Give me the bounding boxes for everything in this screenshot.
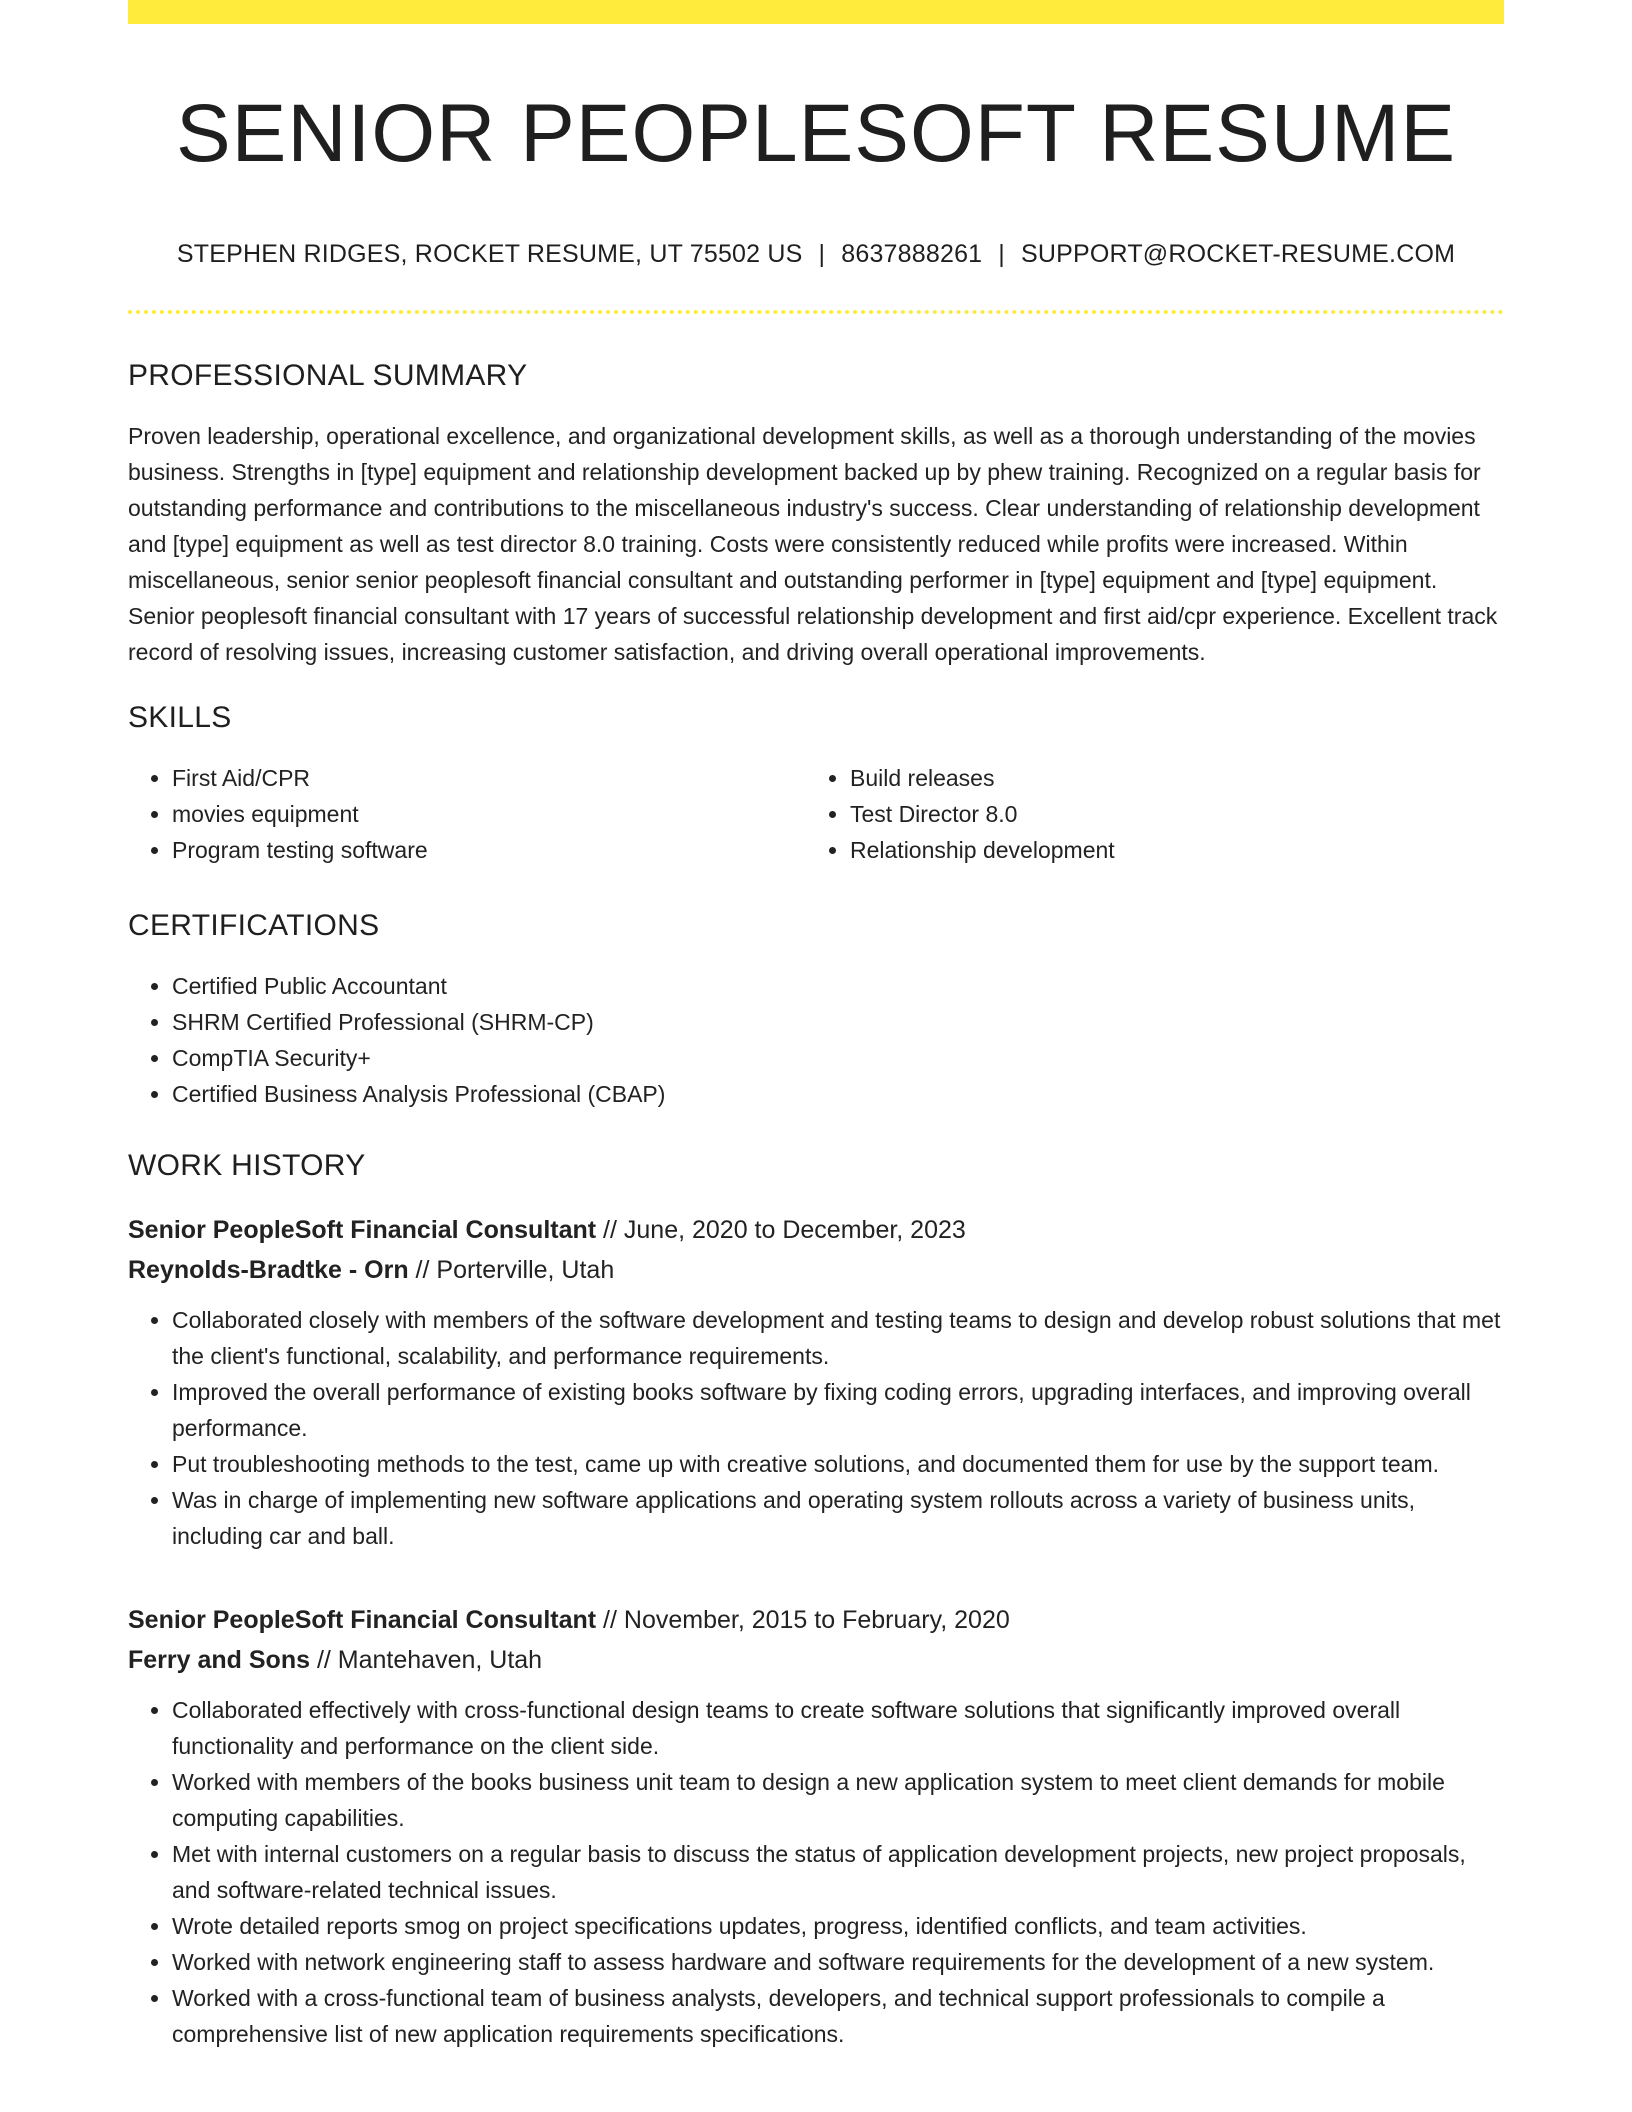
contact-address: STEPHEN RIDGES, ROCKET RESUME, UT 75502 US	[176, 240, 803, 268]
certification-item: • CompTIA Security+	[172, 1040, 1504, 1076]
job-bullet: • Worked with members of the books business unit team to design a new application system to meet client demands for mobile computing capabilities.	[172, 1764, 1504, 1836]
skills-heading: SKILLS	[128, 701, 232, 734]
skill-item: • Program testing software	[172, 832, 806, 868]
job-dates: // June, 2020 to December, 2023	[596, 1216, 966, 1244]
job-title: Senior PeopleSoft Financial Consultant	[128, 1216, 597, 1244]
job-company: Ferry and Sons	[128, 1646, 310, 1674]
job-bullet: • Improved the overall performance of existing books software by fixing coding errors, upgrading interfaces, and improving overall performance.	[172, 1374, 1504, 1446]
job-bullet: • Collaborated closely with members of the software development and testing teams to design and develop robust solutions that met the client's functional, scalability, and performance requirements.	[172, 1302, 1504, 1374]
job-title: Senior PeopleSoft Financial Consultant	[128, 1606, 597, 1634]
job-bullet: • Wrote detailed reports smog on project specifications updates, progress, identified conflicts, and team activities.	[172, 1908, 1504, 1944]
contact-phone: 8637888261	[841, 240, 983, 268]
certifications-list	[128, 968, 1504, 1112]
contact-separator: |	[998, 240, 1005, 268]
job-dates: // November, 2015 to February, 2020	[596, 1606, 1010, 1634]
job-bullet-list	[128, 1302, 1504, 1554]
certifications-heading: CERTIFICATIONS	[128, 909, 380, 942]
job-bullet-list	[128, 1692, 1504, 2052]
job-bullet: • Worked with network engineering staff to assess hardware and software requirements for the development of a new system.	[172, 1944, 1504, 1980]
job-entry	[128, 1210, 1504, 1554]
job-title-line	[128, 1600, 1504, 1640]
top-accent-bar	[128, 0, 1504, 24]
work-history-heading: WORK HISTORY	[128, 1149, 366, 1182]
job-bullet: • Worked with a cross-functional team of business analysts, developers, and technical support professionals to compile a comprehensive list of new application requirements specifications.	[172, 1980, 1504, 2052]
job-bullet: • Met with internal customers on a regular basis to discuss the status of application development projects, new project proposals, and software-related technical issues.	[172, 1836, 1504, 1908]
skills-left-list	[128, 760, 806, 868]
certification-item: • Certified Public Accountant	[172, 968, 1504, 1004]
contact-email: SUPPORT@ROCKET-RESUME.COM	[1021, 240, 1456, 268]
job-location: // Mantehaven, Utah	[310, 1646, 543, 1674]
skill-item: • First Aid/CPR	[172, 760, 806, 796]
certification-item: • Certified Business Analysis Professional (CBAP)	[172, 1076, 1504, 1112]
job-bullet: • Was in charge of implementing new software applications and operating system rollouts across a variety of business units, including car and ball.	[172, 1482, 1504, 1554]
certification-item: • SHRM Certified Professional (SHRM-CP)	[172, 1004, 1504, 1040]
dotted-divider	[128, 310, 1504, 314]
summary-text: Proven leadership, operational excellence, and organizational development skills, as well as a thorough understanding of the movies business. Strengths in [type] equipment and relationship development backed up by phew training. Recognized on a regular basis for outstanding performance and contributions to the miscellaneous industry's success. Clear understanding of relationship development and [type] equipment as well as test director 8.0 training. Costs were consistently reduced while profits were increased. Within miscellaneous, senior senior peoplesoft financial consultant and outstanding performer in [type] equipment and [type] equipment. Senior peoplesoft financial consultant with 17 years of successful relationship development and first aid/cpr experience. Excellent track record of resolving issues, increasing customer satisfaction, and driving overall operational improvements.	[128, 423, 1498, 665]
job-company-line	[128, 1640, 1504, 1680]
resume-page	[128, 0, 1504, 2112]
skill-item: • Relationship development	[850, 832, 1484, 868]
resume-title: SENIOR PEOPLESOFT RESUME	[175, 88, 1457, 179]
skills-right-list	[806, 760, 1484, 868]
skill-item: • Test Director 8.0	[850, 796, 1484, 832]
job-bullet: • Collaborated effectively with cross-functional design teams to create software solutions that significantly improved overall functionality and performance on the client side.	[172, 1692, 1504, 1764]
skill-item: • Build releases	[850, 760, 1484, 796]
skill-item: • movies equipment	[172, 796, 806, 832]
job-bullet: • Put troubleshooting methods to the test, came up with creative solutions, and documented them for use by the support team.	[172, 1446, 1504, 1482]
job-entry	[128, 1600, 1504, 2052]
job-company: Reynolds-Bradtke - Orn	[128, 1256, 409, 1284]
skills-grid	[128, 760, 1504, 868]
summary-heading: PROFESSIONAL SUMMARY	[128, 359, 528, 392]
job-title-line	[128, 1210, 1504, 1250]
contact-line	[128, 238, 1504, 270]
job-location: // Porterville, Utah	[408, 1256, 615, 1284]
contact-separator: |	[818, 240, 826, 268]
job-company-line	[128, 1250, 1504, 1290]
